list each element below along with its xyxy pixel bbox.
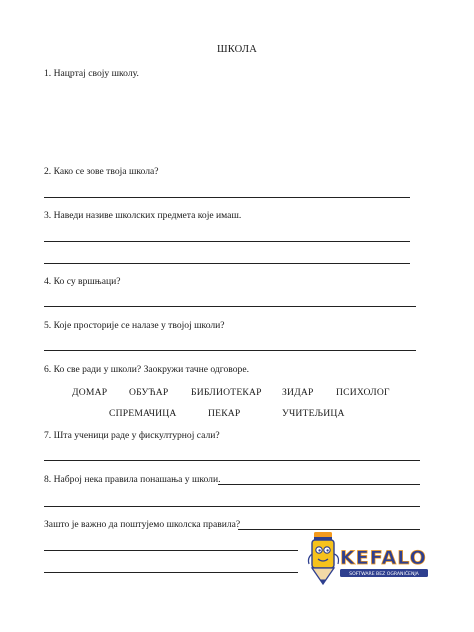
question-8: 8. Наброј нека правила понашања у школи.	[44, 474, 221, 485]
question-1: 1. Нацртај своју школу.	[44, 68, 139, 79]
option-word[interactable]: БИБЛИОТЕКАР	[191, 387, 262, 398]
logo-wordmark: KEFALO	[340, 547, 427, 569]
answer-line[interactable]	[44, 197, 410, 198]
question-2: 2. Како се зове твоја школа?	[44, 166, 159, 177]
question-7: 7. Шта ученици раде у фискултурној сали?	[44, 430, 220, 441]
option-word[interactable]: УЧИТЕЉИЦА	[282, 408, 345, 419]
option-word[interactable]: ПЕКАР	[208, 408, 241, 419]
question-rules-importance: Зашто је важно да поштујемо школска правила?	[44, 519, 241, 530]
kefalo-logo	[304, 530, 434, 588]
question-3: 3. Наведи називе школских предмета које имаш.	[44, 210, 242, 221]
answer-line[interactable]	[44, 572, 298, 573]
question-6: 6. Ко све ради у школи? Заокружи тачне одговоре.	[44, 364, 250, 375]
answer-line[interactable]	[44, 263, 410, 264]
answer-line[interactable]	[218, 484, 420, 485]
answer-line[interactable]	[44, 506, 420, 507]
option-word[interactable]: ОБУЋАР	[129, 387, 169, 398]
answer-line[interactable]	[44, 460, 420, 461]
option-word[interactable]: ПСИХОЛОГ	[336, 387, 390, 398]
page-title: ШКОЛА	[216, 44, 258, 55]
option-word[interactable]: ЗИДАР	[282, 387, 314, 398]
option-word[interactable]: ДОМАР	[72, 387, 108, 398]
answer-line[interactable]	[44, 306, 416, 307]
question-4: 4. Ко су вршњаци?	[44, 276, 121, 287]
question-5: 5. Које просторије се налазе у твојој школи?	[44, 320, 225, 331]
option-word[interactable]: СПРЕМАЧИЦА	[109, 408, 177, 419]
logo-tagline: SOFTWARE BEZ OGRANIČENJA	[349, 572, 419, 578]
answer-line[interactable]	[44, 350, 416, 351]
answer-line[interactable]	[44, 241, 410, 242]
pencil-mascot-icon	[308, 532, 338, 584]
answer-line[interactable]	[44, 550, 298, 551]
